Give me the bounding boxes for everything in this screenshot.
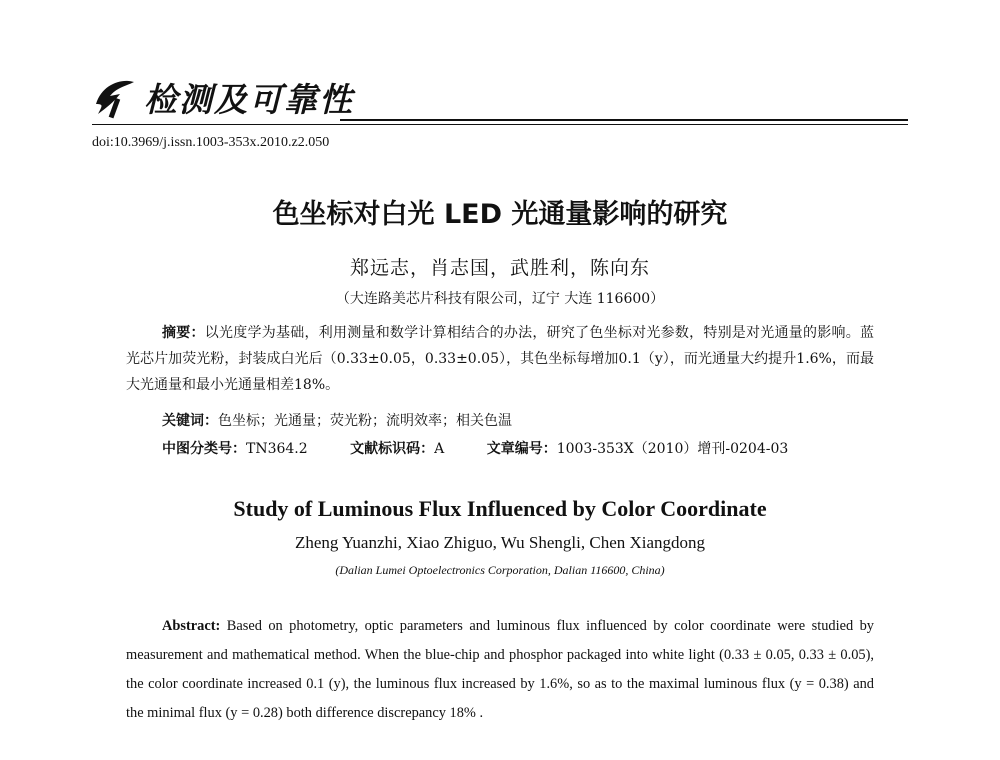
paper-title-cn: 色坐标对白光 LED 光通量影响的研究 (272, 199, 728, 230)
authors-en: Zheng Yuanzhi, Xiao Zhiguo, Wu Shengli, Chen Xiangdong (294, 533, 706, 552)
abstract-cn-text: 以光度学为基础，利用测量和数学计算相结合的办法，研究了色坐标对光参数，特别是对光通量的影响。蓝光芯片加荧光粉，封装成白光后（0.33±0.05，0.33±0.05），其色坐标每增加0.1（y），而光通量大约提升1.6%，而最大光通量和最小光通量相差18%。 (126, 325, 875, 393)
affiliation-cn: （大连路美芯片科技有限公司，辽宁 大连 116600） (335, 291, 665, 307)
keywords-cn (162, 410, 512, 430)
paper-title-en: Study of Luminous Flux Influenced by Color Coordinate (233, 496, 767, 521)
keywords-cn-label: 关键词： (162, 413, 218, 429)
abstract-en (126, 612, 874, 728)
doi-line: doi:10.3969/j.issn.1003-353x.2010.z2.050 (92, 135, 330, 150)
journal-name: 检测及可靠性 (144, 79, 354, 119)
journal-logo-icon (92, 74, 138, 120)
doc-code-value: A (434, 441, 445, 457)
clc-label: 中图分类号： (162, 441, 246, 457)
classification-line (162, 438, 826, 458)
abstract-cn (126, 320, 874, 398)
keywords-cn-text: 色坐标；光通量；荧光粉；流明效率；相关色温 (218, 413, 512, 429)
header-rule-thin (92, 124, 908, 125)
article-no-label: 文章编号： (486, 441, 557, 457)
clc-value: TN364.2 (246, 441, 308, 457)
doc-code-label: 文献标识码： (350, 441, 435, 457)
journal-masthead (92, 72, 354, 122)
abstract-en-text: Based on photometry, optic parameters and luminous flux influenced by color coordinate were studied by measurement and mathematical method. When the blue-chip and phosphor packaged into white light (0.33 ± 0.05, 0.33 ± 0.05), the color coordinate increased 0.1 (y), the luminous flux increased by 1.6%, so as to the maximal luminous flux (y = 0.38) and the minimal flux (y = 0.28) both difference discrepancy 18% . (126, 618, 874, 721)
header-rule-thick (340, 119, 908, 121)
abstract-cn-label: 摘要： (162, 325, 205, 341)
authors-cn: 郑远志，肖志国，武胜利，陈向东 (349, 257, 650, 279)
affiliation-en: (Dalian Lumei Optoelectronics Corporation, Dalian 116600, China) (335, 563, 665, 577)
article-no-value: 1003-353X（2010）增刊-0204-03 (556, 441, 789, 457)
abstract-en-label: Abstract: (162, 618, 221, 634)
